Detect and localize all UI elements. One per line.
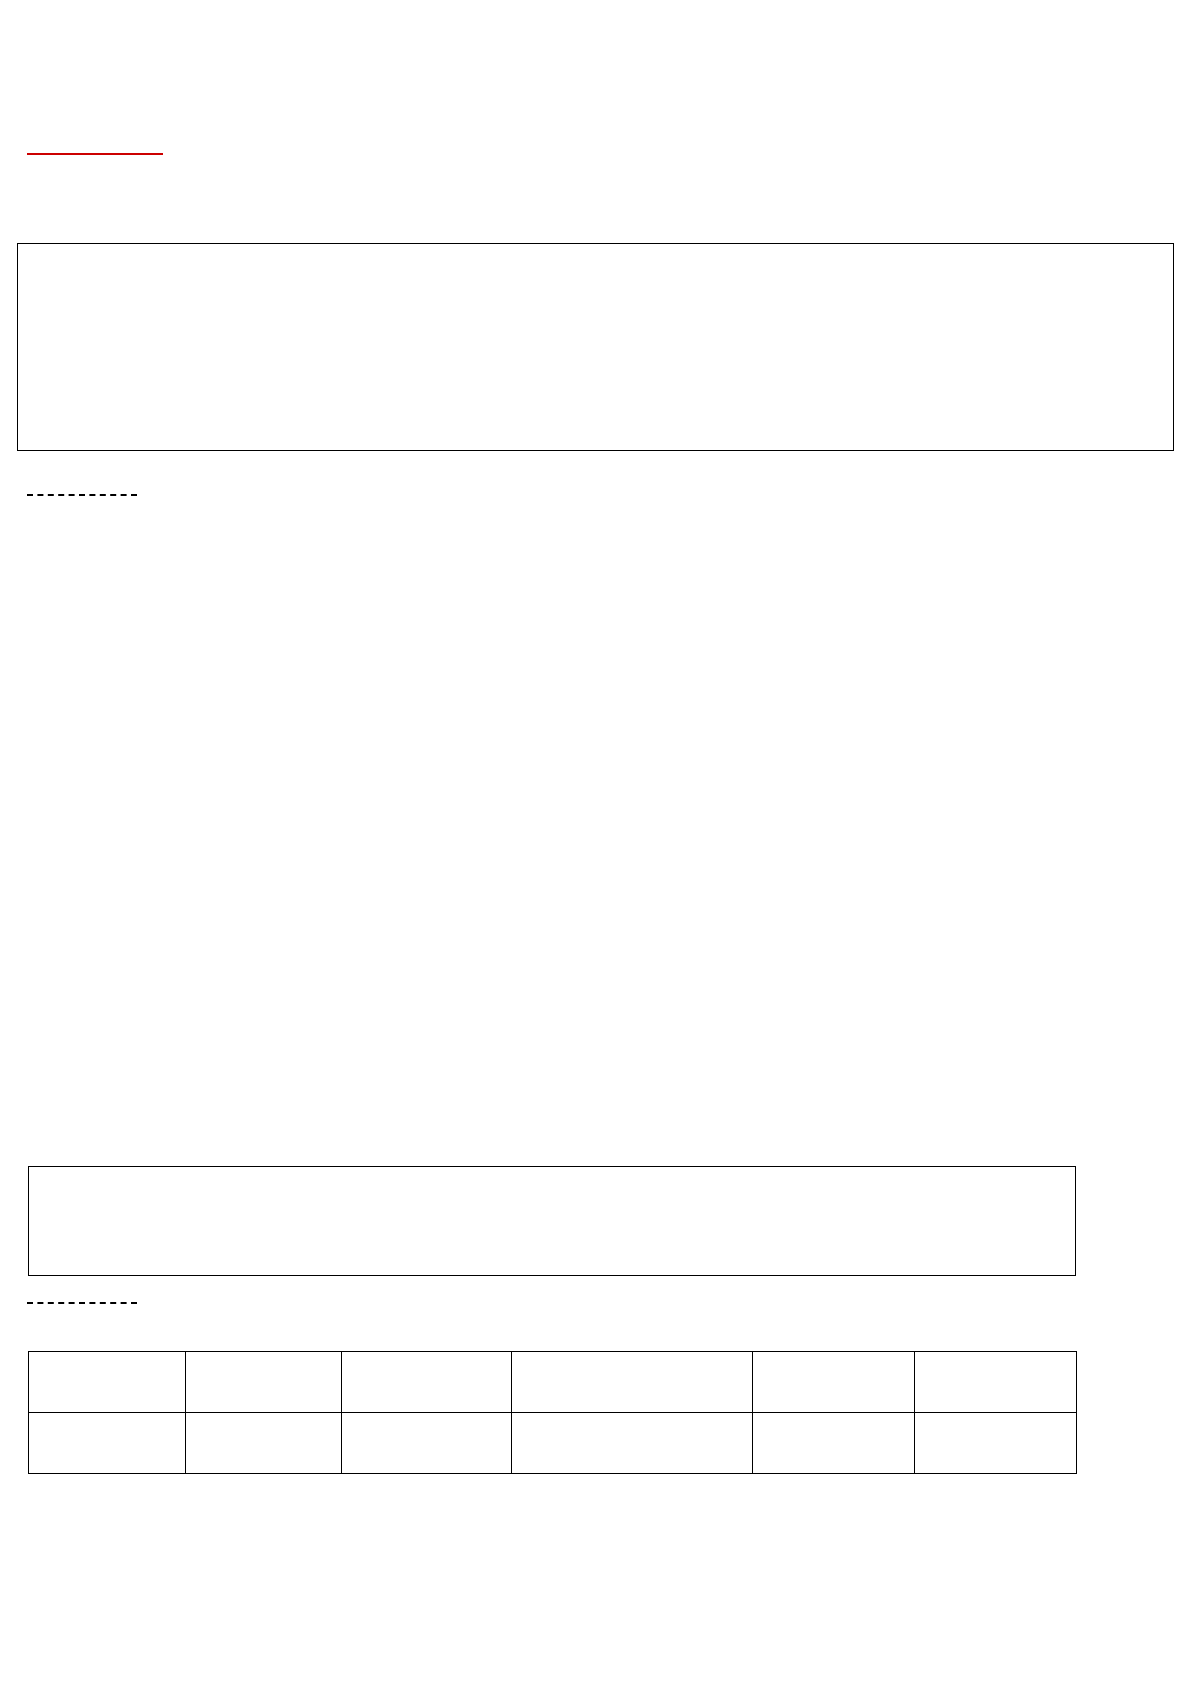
table-cell	[915, 1413, 1077, 1474]
table-cell	[342, 1352, 512, 1413]
table-cell	[29, 1352, 186, 1413]
table-cell	[29, 1413, 186, 1474]
dashed-separator	[27, 1302, 137, 1304]
table-cell	[342, 1413, 512, 1474]
table-cell	[512, 1352, 753, 1413]
data-table	[28, 1351, 1077, 1474]
table-cell	[915, 1352, 1077, 1413]
table-cell	[753, 1413, 915, 1474]
red-underline-rule	[27, 153, 163, 155]
table-cell	[186, 1413, 342, 1474]
table-row	[29, 1413, 1077, 1474]
table-row	[29, 1352, 1077, 1413]
small-text-box	[28, 1166, 1076, 1276]
table-cell	[186, 1352, 342, 1413]
table-cell	[753, 1352, 915, 1413]
dashed-separator	[27, 494, 137, 496]
table-cell	[512, 1413, 753, 1474]
large-text-box	[17, 243, 1174, 451]
